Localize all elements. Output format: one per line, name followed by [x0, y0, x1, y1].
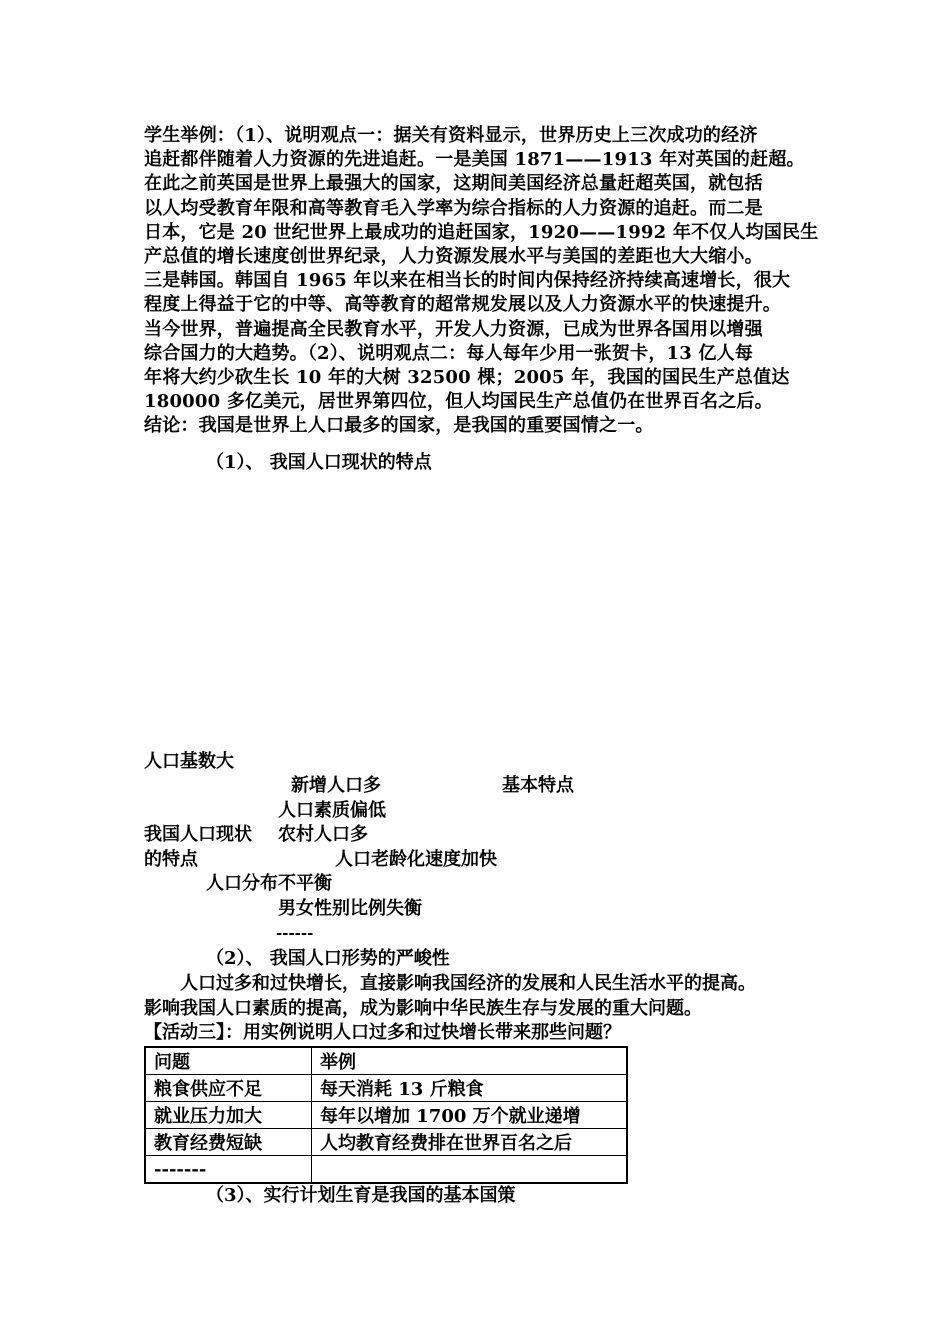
diagram-item-gender: 男女性别比例失衡	[278, 898, 422, 919]
table-cell: 教育经费短缺	[145, 1129, 312, 1156]
paragraph-line: 年将大约少砍生长 10 年的大树 32500 棵；2005 年，我国的国民生产总值达	[144, 367, 790, 389]
paragraph-line: 产总值的增长速度创世界纪录，人力资源发展水平与美国的差距也大大缩小。	[144, 246, 763, 268]
table-header-cell: 举例	[312, 1047, 628, 1075]
section2-line: 影响我国人口素质的提高，成为影响中华民族生存与发展的重大问题。	[144, 998, 702, 1019]
paragraph-line: 程度上得益于它的中等、高等教育的超常规发展以及人力资源水平的快速提升。	[144, 294, 781, 316]
student-examples-paragraph	[144, 124, 819, 439]
diagram-item-base: 人口基数大	[144, 751, 234, 772]
diagram-item-quality: 人口素质偏低	[278, 800, 386, 821]
table-row	[145, 1102, 627, 1129]
table-cell: 粮食供应不足	[145, 1075, 312, 1102]
table-header-row	[145, 1047, 627, 1075]
paragraph-line: 180000 多亿美元，居世界第四位，但人均国民生产总值仍在世界百名之后。	[144, 391, 773, 413]
activity-title: 【活动三】：用实例说明人口过多和过快增长带来那些问题？	[144, 1022, 621, 1043]
diagram-item-new: 新增人口多	[291, 775, 381, 796]
table-cell: -------	[145, 1156, 312, 1184]
table-header-cell: 问题	[145, 1047, 312, 1075]
diagram-item-rural: 农村人口多	[278, 824, 368, 845]
table-row	[145, 1129, 627, 1156]
paragraph-line: 在此之前英国是世界上最强大的国家，这期间美国经济总量赶超英国，就包括	[144, 173, 763, 195]
paragraph-line: 学生举例：（1）、说明观点一：据关有资料显示，世界历史上三次成功的经济	[144, 125, 758, 146]
diagram-item-aging: 人口老龄化速度加快	[335, 849, 497, 870]
paragraph-line: 以人均受教育年限和高等教育毛入学率为综合指标的人力资源的追赶。而二是	[144, 197, 763, 219]
section3-heading: （3）、实行计划生育是我国的基本国策	[206, 1185, 516, 1206]
diagram-center-line2: 的特点	[144, 849, 198, 870]
table-cell	[312, 1156, 628, 1184]
conclusion-line: 结论：我国是世界上人口最多的国家，是我国的重要国情之一。	[144, 415, 654, 437]
paragraph-line: 当今世界，普遍提高全民教育水平，开发人力资源，已成为世界各国用以增强	[144, 318, 763, 340]
section1-heading: （1）、 我国人口现状的特点	[206, 452, 432, 473]
diagram-basic-label: 基本特点	[502, 775, 574, 796]
table-cell: 人均教育经费排在世界百名之后	[312, 1129, 628, 1156]
paragraph-line: 三是韩国。韩国自 1965 年以来在相当长的时间内保持经济持续高速增长，很大	[144, 270, 791, 292]
diagram-item-more: ------	[276, 924, 314, 942]
paragraph-line: 综合国力的大趋势。（2）、说明观点二：每人每年少用一张贺卡，13 亿人每	[144, 342, 754, 364]
paragraph-line: 追赶都伴随着人力资源的先进追赶。一是美国 1871——1913 年对英国的赶超。	[144, 149, 805, 171]
table-row	[145, 1075, 627, 1102]
diagram-center-line1: 我国人口现状	[144, 824, 252, 845]
paragraph-line: 日本，它是 20 世纪世界上最成功的追赶国家，1920——1992 年不仅人均国民生	[144, 221, 819, 243]
diagram-item-distribution: 人口分布不平衡	[206, 873, 332, 894]
table-cell: 每天消耗 13 斤粮食	[312, 1075, 628, 1102]
activity-table	[144, 1046, 628, 1184]
table-cell: 每年以增加 1700 万个就业递增	[312, 1102, 628, 1129]
table-cell: 就业压力加大	[145, 1102, 312, 1129]
section2-line: 人口过多和过快增长，直接影响我国经济的发展和人民生活水平的提高。	[180, 973, 756, 994]
table-row	[145, 1156, 627, 1184]
section2-heading: （2）、 我国人口形势的严峻性	[206, 948, 450, 969]
